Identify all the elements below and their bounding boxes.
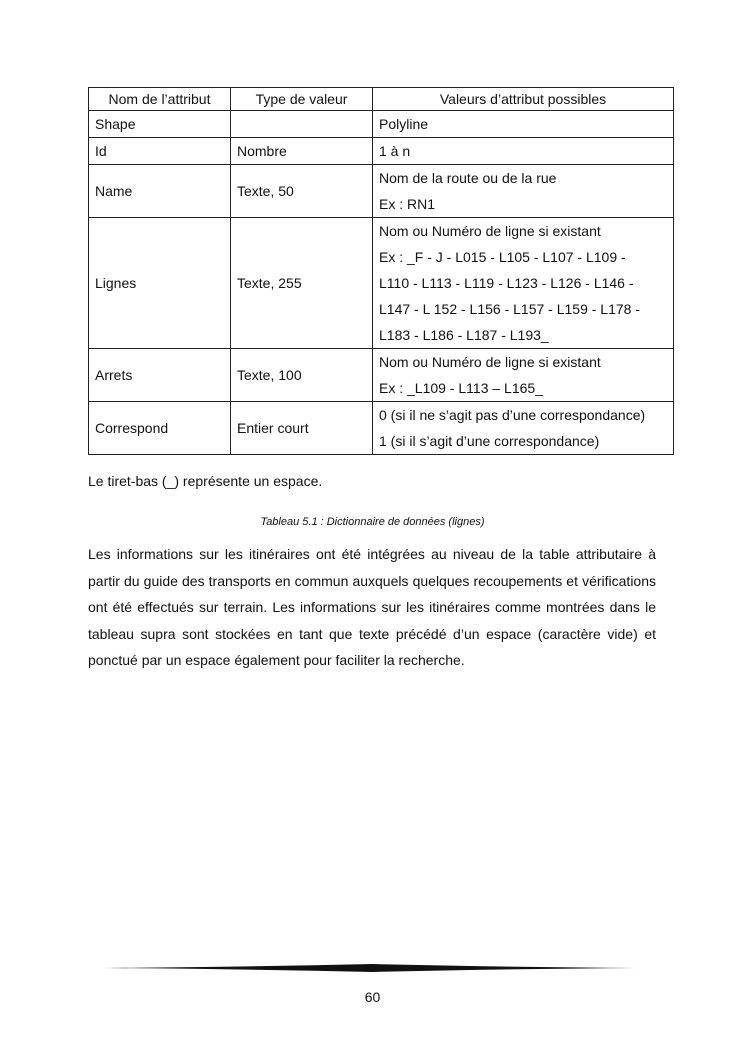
cell-possible-values — [373, 111, 674, 138]
value-line: Ex : _F - J - L015 - L105 - L107 - L109 - — [379, 249, 626, 265]
value-line: Nom de la route ou de la rue — [379, 170, 557, 186]
table-row — [89, 165, 674, 218]
cell-possible-values — [373, 138, 674, 165]
cell-attribute-name: Id — [89, 138, 231, 165]
table-note: Le tiret-bas (_) représente un espace. — [88, 473, 323, 489]
cell-possible-values — [373, 218, 674, 349]
table-row — [89, 138, 674, 165]
header-attribute-name: Nom de l’attribut — [89, 88, 231, 111]
cell-possible-values — [373, 402, 674, 455]
value-line: Ex : _L109 - L113 – L165_ — [379, 380, 543, 396]
body-paragraph: Les informations sur les itinéraires ont été intégrées au niveau de la table attributaire à partir du guide des transports en commun auxquels quelques recoupements et vérifications ont été effectués sur terrain. Les informations sur les itinéraires comme montrées dans le tableau supra sont stockées en tant que texte précédé d’un espace (caractère vide) et ponctué par un espace également pour faciliter la recherche. — [88, 546, 656, 668]
cell-attribute-name: Correspond — [89, 402, 231, 455]
cell-value-type: Nombre — [231, 138, 373, 165]
value-line: 0 (si il ne s’agit pas d’une correspondance) — [379, 407, 646, 423]
table-row — [89, 218, 674, 349]
cell-value-type: Texte, 50 — [231, 165, 373, 218]
value-line: L110 - L113 - L119 - L123 - L126 - L146 - — [379, 275, 634, 291]
value-line: Nom ou Numéro de ligne si existant — [379, 223, 601, 239]
value-line: Nom ou Numéro de ligne si existant — [379, 354, 601, 370]
value-line: Ex : RN1 — [379, 196, 436, 212]
page-number: 60 — [364, 989, 381, 1005]
value-line: 1 (si il s’agit d’une correspondance) — [379, 433, 600, 449]
table-row — [89, 111, 674, 138]
table-header-row — [89, 88, 674, 111]
cell-attribute-name: Name — [89, 165, 231, 218]
data-dictionary-table — [88, 87, 674, 455]
footer-separator — [103, 960, 641, 976]
value-line: L147 - L 152 - L156 - L157 - L159 - L178 - — [379, 301, 640, 317]
value-line: 1 à n — [379, 143, 411, 159]
cell-possible-values — [373, 165, 674, 218]
cell-attribute-name: Shape — [89, 111, 231, 138]
cell-value-type: Entier court — [231, 402, 373, 455]
header-value-type: Type de valeur — [231, 88, 373, 111]
table-caption: Tableau 5.1 : Dictionnaire de données (lignes) — [260, 516, 485, 528]
cell-value-type: Texte, 255 — [231, 218, 373, 349]
value-line: Polyline — [379, 116, 429, 132]
cell-value-type: Texte, 100 — [231, 349, 373, 402]
cell-possible-values — [373, 349, 674, 402]
table-row — [89, 402, 674, 455]
header-possible-values: Valeurs d’attribut possibles — [373, 88, 674, 111]
value-line: L183 - L186 - L187 - L193_ — [379, 327, 549, 343]
table-row — [89, 349, 674, 402]
cell-attribute-name: Arrets — [89, 349, 231, 402]
cell-attribute-name: Lignes — [89, 218, 231, 349]
cell-value-type — [231, 111, 373, 138]
